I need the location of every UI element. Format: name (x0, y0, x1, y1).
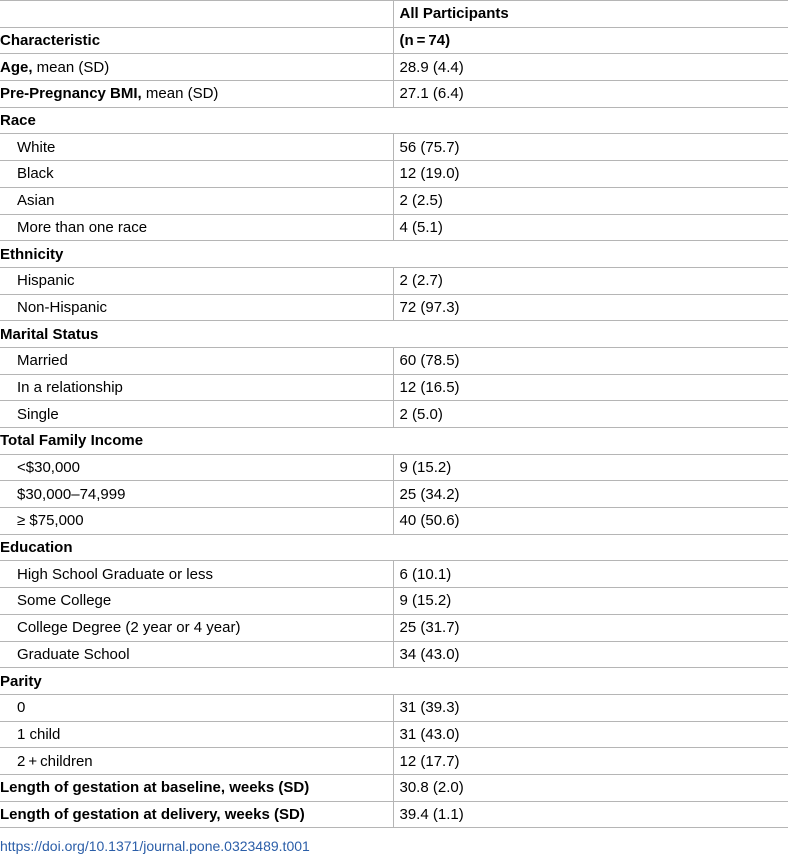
table-row (0, 641, 788, 668)
row-label: Hispanic (0, 267, 393, 294)
row-value: 25 (31.7) (393, 614, 788, 641)
table-row (0, 481, 788, 508)
row-value: 12 (17.7) (393, 748, 788, 775)
doi-link[interactable]: https://doi.org/10.1371/journal.pone.0323489.t001 (0, 838, 310, 854)
row-value-age: 28.9 (4.4) (393, 54, 788, 81)
section-heading-income: Total Family Income (0, 428, 788, 455)
row-label: Married (0, 347, 393, 374)
section-heading-row (0, 241, 788, 268)
table-row (0, 214, 788, 241)
row-value: 12 (19.0) (393, 161, 788, 188)
row-label: Graduate School (0, 641, 393, 668)
row-label: 0 (0, 694, 393, 721)
row-label: College Degree (2 year or 4 year) (0, 614, 393, 641)
table-row (0, 81, 788, 108)
row-value: 34 (43.0) (393, 641, 788, 668)
section-heading-row (0, 428, 788, 455)
row-label: White (0, 134, 393, 161)
section-heading-marital: Marital Status (0, 321, 788, 348)
row-label: 2 + children (0, 748, 393, 775)
row-label: In a relationship (0, 374, 393, 401)
row-label: Asian (0, 187, 393, 214)
table-row (0, 588, 788, 615)
header-row-2 (0, 27, 788, 54)
row-value-gestation-baseline: 30.8 (2.0) (393, 774, 788, 801)
row-label: ≥ $75,000 (0, 508, 393, 535)
section-heading-row (0, 321, 788, 348)
table-row (0, 401, 788, 428)
row-value-bmi: 27.1 (6.4) (393, 81, 788, 108)
header-row-1 (0, 1, 788, 28)
header-n: (n = 74) (393, 27, 788, 54)
table-row (0, 748, 788, 775)
row-value: 9 (15.2) (393, 454, 788, 481)
row-value: 60 (78.5) (393, 347, 788, 374)
row-label: Non-Hispanic (0, 294, 393, 321)
row-value-gestation-delivery: 39.4 (1.1) (393, 801, 788, 828)
header-all-participants: All Participants (393, 1, 788, 28)
section-heading-row (0, 534, 788, 561)
table-row (0, 187, 788, 214)
table-row (0, 454, 788, 481)
table-row (0, 801, 788, 828)
row-value: 31 (39.3) (393, 694, 788, 721)
table-row (0, 267, 788, 294)
section-heading-row (0, 668, 788, 695)
row-label: More than one race (0, 214, 393, 241)
row-value: 12 (16.5) (393, 374, 788, 401)
row-label: Single (0, 401, 393, 428)
table-row (0, 614, 788, 641)
table-row (0, 694, 788, 721)
table-row (0, 774, 788, 801)
row-value: 2 (5.0) (393, 401, 788, 428)
row-label-bmi: Pre-Pregnancy BMI, mean (SD) (0, 81, 393, 108)
row-value: 40 (50.6) (393, 508, 788, 535)
row-label: <$30,000 (0, 454, 393, 481)
table-row (0, 347, 788, 374)
row-value: 6 (10.1) (393, 561, 788, 588)
row-label: $30,000–74,999 (0, 481, 393, 508)
row-label: 1 child (0, 721, 393, 748)
row-value: 31 (43.0) (393, 721, 788, 748)
row-value: 9 (15.2) (393, 588, 788, 615)
section-heading-race: Race (0, 107, 788, 134)
section-heading-parity: Parity (0, 668, 788, 695)
row-value: 2 (2.7) (393, 267, 788, 294)
section-heading-education: Education (0, 534, 788, 561)
row-label-age: Age, mean (SD) (0, 54, 393, 81)
row-label: High School Graduate or less (0, 561, 393, 588)
row-value: 25 (34.2) (393, 481, 788, 508)
table-row (0, 561, 788, 588)
row-label-gestation-baseline: Length of gestation at baseline, weeks (SD) (0, 774, 393, 801)
table-row (0, 374, 788, 401)
row-value: 2 (2.5) (393, 187, 788, 214)
row-value: 4 (5.1) (393, 214, 788, 241)
section-heading-row (0, 107, 788, 134)
table-row (0, 161, 788, 188)
row-value: 56 (75.7) (393, 134, 788, 161)
section-heading-ethnicity: Ethnicity (0, 241, 788, 268)
table-row (0, 134, 788, 161)
header-empty-cell (0, 1, 393, 28)
header-characteristic: Characteristic (0, 27, 393, 54)
table-row (0, 508, 788, 535)
table-row (0, 54, 788, 81)
table-row (0, 294, 788, 321)
row-label-gestation-delivery: Length of gestation at delivery, weeks (SD) (0, 801, 393, 828)
row-value: 72 (97.3) (393, 294, 788, 321)
row-label: Black (0, 161, 393, 188)
table-row (0, 721, 788, 748)
row-label: Some College (0, 588, 393, 615)
